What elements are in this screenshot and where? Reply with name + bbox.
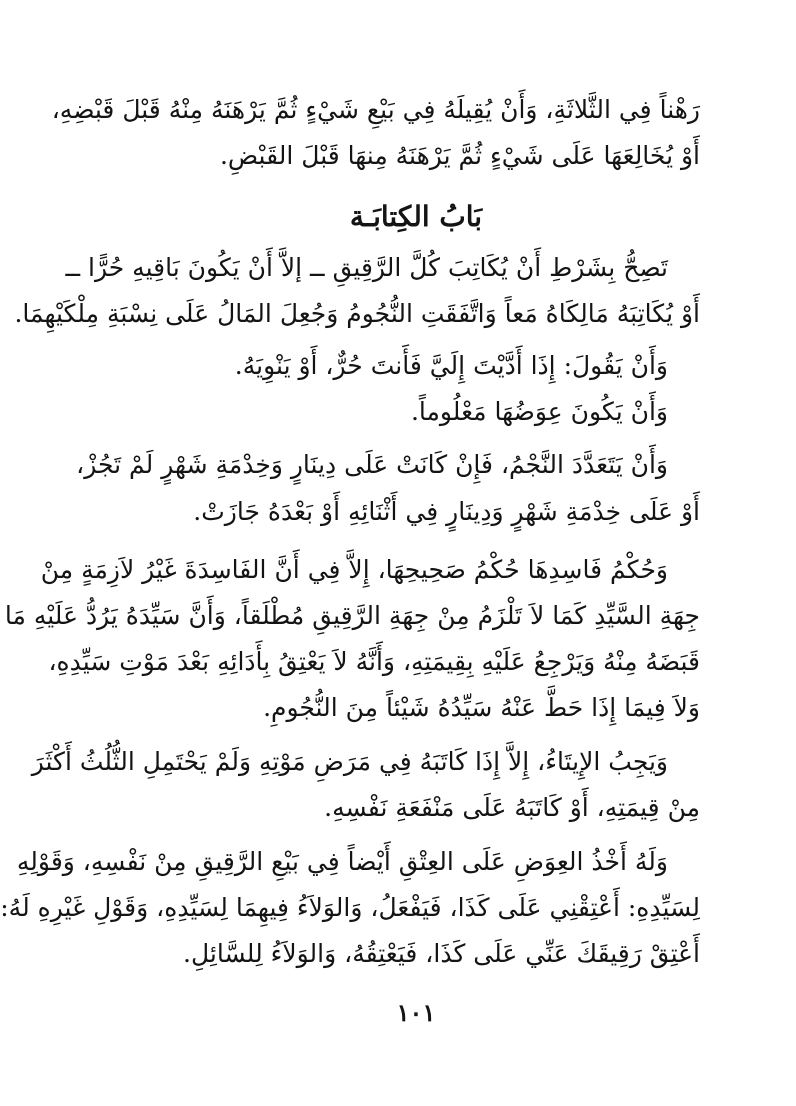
page-number: ١٠١	[396, 998, 436, 1027]
text-line: أَوْ يُخَالِعَهَا عَلَى شَيْءٍ ثُمَّ يَرْهَنَهُ مِنهَا قَبْلَ القَبْضِ.	[219, 141, 700, 170]
text-line: وَيَجِبُ الإِيتَاءُ، إِلاَّ إِذَا كَاتَبَهُ فِي مَرَضِ مَوْتِهِ وَلَمْ يَحْتَمِلِ الثُّلُثُ أَكْثَرَ	[31, 747, 668, 776]
text-line: قَبَضَهُ مِنْهُ وَيَرْجِعُ عَلَيْهِ بِقِيمَتِهِ، وَأَنَّهُ لاَ يَعْتِقُ بِأَدَائِهِ بَعْدَ مَوْتِ سَيِّدِهِ،	[48, 647, 700, 676]
text-line: وَأَنْ يَكُونَ عِوَضُهَا مَعْلُوماً.	[410, 397, 668, 426]
text-line: وَأَنْ يَتَعَدَّدَ النَّجْمُ، فَإِنْ كَانَتْ عَلَى دِينَارٍ وَخِدْمَةِ شَهْرٍ لَمْ تَجُزْ،	[76, 450, 668, 479]
section-heading: بَابُ الكِتابَـة	[349, 200, 483, 233]
text-line: وَلاَ فِيمَا إِذَا حَطَّ عَنْهُ سَيِّدُهُ شَيْئاً مِنَ النُّجُومِ.	[263, 693, 700, 722]
text-line: لِسَيِّدِهِ: أَعْتِقْنِي عَلَى كَذَا، فَيَفْعَلُ، وَالوَلاَءُ فِيهِمَا لِسَيِّدِهِ، وَقَوْلِ غَيْرِهِ لَهُ:	[0, 893, 700, 922]
text-line: وَلَهُ أَخْذُ العِوَضِ عَلَى العِتْقِ أَيْضاً فِي بَيْعِ الرَّقِيقِ مِنْ نَفْسِهِ، وَقَوْلِهِ	[16, 847, 668, 876]
text-line: وَأَنْ يَقُولَ: إِذَا أَدَّيْتَ إِلَيَّ فَأَنتَ حُرٌّ، أَوْ يَنْوِيَهُ.	[234, 351, 668, 380]
text-line: جِهَةِ السَّيِّدِ كَمَا لاَ تَلْزَمُ مِنْ جِهَةِ الرَّقِيقِ مُطْلَقاً، وَأَنَّ سَيِّدَهُ يَرُدُّ عَلَيْهِ مَا	[4, 601, 700, 630]
text-line: مِنْ قِيمَتِهِ، أَوْ كَاتَبَهُ عَلَى مَنْفَعَةِ نَفْسِهِ.	[324, 793, 700, 822]
text-line: أَعْتِقْ رَقِيقَكَ عَنِّي عَلَى كَذَا، فَيَعْتِقُهُ، وَالوَلاَءُ لِلسَّائِلِ.	[183, 939, 700, 968]
text-line: أَوْ عَلَى خِدْمَةِ شَهْرٍ وَدِينَارٍ فِي أَثْنَائِهِ أَوْ بَعْدَهُ جَازَتْ.	[193, 497, 700, 526]
text-line: أَوْ يُكَاتِبَهُ مَالِكَاهُ مَعاً وَاتَّفَقَتِ النُّجُومُ وَجُعِلَ المَالُ عَلَى نِسْبَةِ مِلْكَيْهِمَا.	[14, 299, 700, 328]
text-line: تَصِحُّ بِشَرْطِ أَنْ يُكَاتِبَ كُلَّ الرَّقِيقِ ــ إلاَّ أَنْ يَكُونَ بَاقِيهِ حُرًّا ــ	[65, 253, 668, 282]
text-line: رَهْناً فِي الثَّلاثَةِ، وَأَنْ يُقِيلَهُ فِي بَيْعِ شَيْءٍ ثُمَّ يَرْهَنَهُ مِنْهُ قَبْلَ قَبْضِهِ،	[51, 95, 700, 124]
text-line: وَحُكْمُ فَاسِدِهَا حُكْمُ صَحِيحِهَا، إِلاَّ فِي أَنَّ الفَاسِدَةَ غَيْرُ لاَزِمَةٍ مِنْ	[40, 555, 668, 584]
